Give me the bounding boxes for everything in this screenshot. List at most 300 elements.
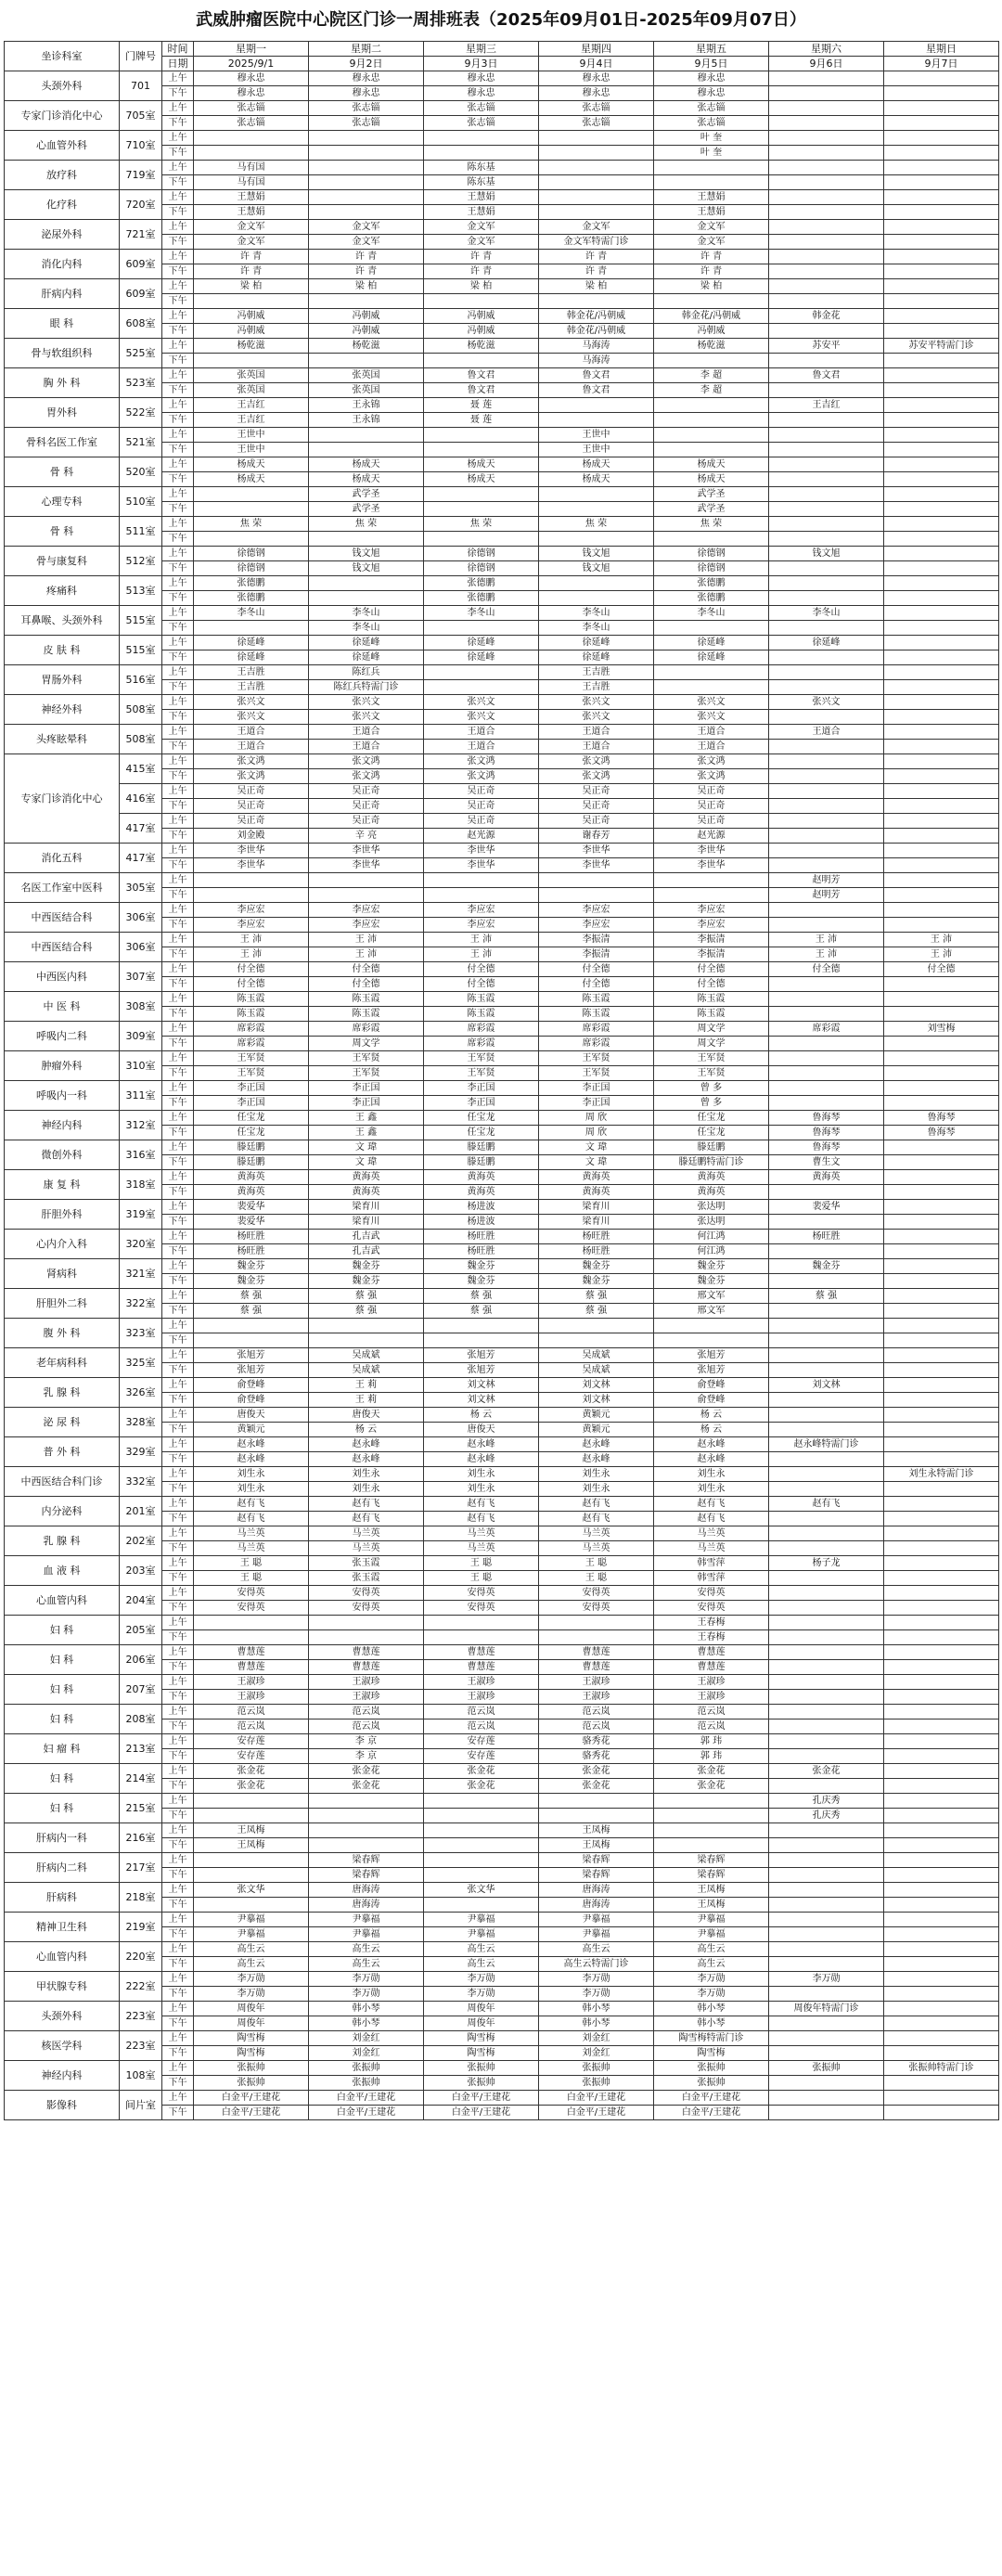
time-slot: 上午 [162, 754, 194, 769]
room-number: 319室 [120, 1200, 162, 1230]
doctor-cell: 杨成天 [309, 457, 424, 472]
doctor-cell [769, 1081, 884, 1096]
time-slot: 上午 [162, 1378, 194, 1393]
time-slot: 上午 [162, 1259, 194, 1274]
doctor-cell [769, 2031, 884, 2046]
room-number: 508室 [120, 695, 162, 725]
time-slot: 下午 [162, 591, 194, 606]
doctor-cell [884, 1987, 999, 2002]
dept-name: 胃外科 [5, 398, 120, 428]
doctor-cell: 陶雪梅特需门诊 [654, 2031, 769, 2046]
doctor-cell: 杨成天 [309, 472, 424, 487]
doctor-cell [424, 146, 539, 161]
doctor-cell [884, 2046, 999, 2061]
doctor-cell: 鲁文君 [424, 383, 539, 398]
doctor-cell [884, 680, 999, 695]
doctor-cell [769, 754, 884, 769]
doctor-cell [769, 472, 884, 487]
room-number: 608室 [120, 309, 162, 339]
doctor-cell [769, 1319, 884, 1333]
doctor-cell: 范云岚 [539, 1705, 654, 1719]
doctor-cell: 张旭芳 [424, 1348, 539, 1363]
doctor-cell: 金文军 [194, 220, 309, 235]
doctor-cell: 梁育川 [309, 1215, 424, 1230]
time-slot: 下午 [162, 1452, 194, 1467]
doctor-cell: 曹慧莲 [194, 1660, 309, 1675]
dept-name: 骨 科 [5, 517, 120, 547]
doctor-cell: 徐延峰 [539, 636, 654, 650]
doctor-cell: 王淑珍 [539, 1690, 654, 1705]
doctor-cell: 魏金芬 [424, 1259, 539, 1274]
time-slot: 上午 [162, 1645, 194, 1660]
doctor-cell: 唐海涛 [309, 1883, 424, 1898]
doctor-cell [539, 502, 654, 517]
doctor-cell: 王 聪 [424, 1571, 539, 1586]
doctor-cell [884, 190, 999, 205]
time-slot: 上午 [162, 1081, 194, 1096]
doctor-cell: 陈玉霞 [424, 992, 539, 1007]
doctor-cell [654, 1823, 769, 1838]
time-slot: 上午 [162, 1705, 194, 1719]
doctor-cell [424, 680, 539, 695]
doctor-cell [884, 1037, 999, 1051]
doctor-cell: 王淑珍 [309, 1675, 424, 1690]
doctor-cell [769, 799, 884, 814]
doctor-cell [884, 1081, 999, 1096]
doctor-cell [769, 383, 884, 398]
doctor-cell: 徐延峰 [309, 636, 424, 650]
doctor-cell: 付全德 [654, 977, 769, 992]
time-slot: 下午 [162, 947, 194, 962]
doctor-cell [769, 1675, 884, 1690]
doctor-cell [884, 1437, 999, 1452]
doctor-cell: 张金花 [424, 1779, 539, 1794]
doctor-cell: 张金花 [194, 1764, 309, 1779]
doctor-cell [769, 918, 884, 933]
time-slot: 下午 [162, 502, 194, 517]
doctor-cell: 刘文林 [769, 1378, 884, 1393]
doctor-cell [769, 250, 884, 264]
doctor-cell: 王慧娟 [194, 190, 309, 205]
doctor-cell: 李正国 [539, 1096, 654, 1111]
doctor-cell: 滕廷鹏 [654, 1140, 769, 1155]
doctor-cell [884, 428, 999, 443]
doctor-cell [769, 1467, 884, 1482]
doctor-cell: 白金平/王建花 [309, 2091, 424, 2106]
doctor-cell [769, 413, 884, 428]
doctor-cell: 王慧娟 [424, 190, 539, 205]
doctor-cell: 王淑珍 [194, 1675, 309, 1690]
room-number: 305室 [120, 873, 162, 903]
doctor-cell: 骆秀花 [539, 1734, 654, 1749]
time-slot: 下午 [162, 354, 194, 368]
doctor-cell [884, 1274, 999, 1289]
doctor-cell: 金文军 [424, 235, 539, 250]
doctor-cell: 张文鸿 [424, 754, 539, 769]
doctor-cell: 李世华 [194, 858, 309, 873]
doctor-cell: 杨旺胜 [539, 1244, 654, 1259]
schedule-row [5, 962, 999, 977]
doctor-cell: 李冬山 [769, 606, 884, 621]
doctor-cell: 王军贤 [194, 1066, 309, 1081]
doctor-cell: 付全德 [769, 962, 884, 977]
dept-name: 血 液 科 [5, 1556, 120, 1586]
doctor-cell: 黄颖元 [194, 1423, 309, 1437]
doctor-cell: 黄海英 [424, 1185, 539, 1200]
doctor-cell: 张兴文 [309, 695, 424, 710]
dept-name: 肿瘤外科 [5, 1051, 120, 1081]
doctor-cell [884, 1705, 999, 1719]
doctor-cell [884, 576, 999, 591]
doctor-cell [539, 190, 654, 205]
room-number: 609室 [120, 279, 162, 309]
doctor-cell [884, 1823, 999, 1838]
doctor-cell [884, 131, 999, 146]
doctor-cell: 金文军 [194, 235, 309, 250]
room-number: 203室 [120, 1556, 162, 1586]
doctor-cell [884, 383, 999, 398]
doctor-cell: 金文军 [654, 220, 769, 235]
doctor-cell: 武学圣 [654, 502, 769, 517]
doctor-cell [769, 1823, 884, 1838]
schedule-row [5, 1259, 999, 1274]
doctor-cell: 马兰英 [539, 1541, 654, 1556]
doctor-cell: 李正国 [309, 1096, 424, 1111]
doctor-cell: 张金花 [654, 1764, 769, 1779]
doctor-cell [769, 1868, 884, 1883]
doctor-cell: 李应宏 [539, 903, 654, 918]
doctor-cell: 刘文林 [424, 1378, 539, 1393]
doctor-cell: 赵永峰 [194, 1452, 309, 1467]
doctor-cell: 俞登峰 [194, 1393, 309, 1408]
doctor-cell [194, 1853, 309, 1868]
doctor-cell: 杨 云 [309, 1423, 424, 1437]
doctor-cell: 刘生永 [654, 1467, 769, 1482]
doctor-cell: 王世中 [194, 443, 309, 457]
doctor-cell: 赵有飞 [654, 1497, 769, 1512]
doctor-cell: 冯朝威 [654, 324, 769, 339]
room-header: 门牌号 [120, 42, 162, 71]
doctor-cell [884, 443, 999, 457]
dept-name: 肾病科 [5, 1259, 120, 1289]
doctor-cell: 王慧娟 [654, 205, 769, 220]
doctor-cell [769, 1185, 884, 1200]
schedule-row [5, 547, 999, 561]
time-slot: 上午 [162, 1526, 194, 1541]
doctor-cell [424, 354, 539, 368]
doctor-cell [884, 754, 999, 769]
doctor-cell: 李正国 [424, 1081, 539, 1096]
doctor-cell: 王军贤 [309, 1066, 424, 1081]
doctor-cell: 付全德 [884, 962, 999, 977]
dept-name: 甲状腺专科 [5, 1972, 120, 2002]
doctor-cell [424, 665, 539, 680]
doctor-cell: 付全德 [539, 962, 654, 977]
doctor-cell: 徐延峰 [769, 636, 884, 650]
doctor-cell [884, 1319, 999, 1333]
doctor-cell: 王道合 [654, 740, 769, 754]
doctor-cell: 赵永峰 [309, 1437, 424, 1452]
doctor-cell: 韩金花/冯朝威 [654, 309, 769, 324]
doctor-cell [884, 1333, 999, 1348]
doctor-cell: 俞登峰 [194, 1378, 309, 1393]
doctor-cell [654, 680, 769, 695]
doctor-cell: 王世中 [539, 428, 654, 443]
doctor-cell: 刘生永 [194, 1467, 309, 1482]
doctor-cell: 邢文军 [654, 1304, 769, 1319]
doctor-cell [884, 1838, 999, 1853]
schedule-row [5, 873, 999, 888]
doctor-cell: 吴正奇 [654, 784, 769, 799]
date-header: 9月7日 [884, 57, 999, 71]
doctor-cell: 吴正奇 [194, 799, 309, 814]
doctor-cell [769, 1244, 884, 1259]
doctor-cell: 杨成天 [424, 472, 539, 487]
dept-name: 神经内科 [5, 2061, 120, 2091]
room-number: 306室 [120, 933, 162, 962]
doctor-cell: 黄海英 [424, 1170, 539, 1185]
doctor-cell: 赵有飞 [424, 1497, 539, 1512]
doctor-cell [884, 2031, 999, 2046]
time-slot: 上午 [162, 814, 194, 829]
time-slot: 下午 [162, 1690, 194, 1705]
schedule-row [5, 2061, 999, 2076]
doctor-cell [194, 1794, 309, 1809]
doctor-cell: 韩金花/冯朝威 [539, 309, 654, 324]
doctor-cell: 李世华 [309, 844, 424, 858]
time-slot: 下午 [162, 1957, 194, 1972]
doctor-cell: 吴正奇 [309, 799, 424, 814]
doctor-cell: 白金平/王建花 [194, 2091, 309, 2106]
time-slot: 上午 [162, 1408, 194, 1423]
doctor-cell: 许 青 [654, 250, 769, 264]
doctor-cell: 焦 荣 [539, 517, 654, 532]
doctor-cell: 黄颖元 [539, 1408, 654, 1423]
doctor-cell: 蔡 强 [309, 1289, 424, 1304]
doctor-cell: 穆永忠 [309, 71, 424, 86]
doctor-cell: 杨乾滋 [194, 339, 309, 354]
doctor-cell [424, 428, 539, 443]
time-slot: 下午 [162, 443, 194, 457]
date-header: 2025/9/1 [194, 57, 309, 71]
time-slot: 下午 [162, 888, 194, 903]
doctor-cell [884, 1170, 999, 1185]
doctor-cell: 吴正奇 [424, 799, 539, 814]
doctor-cell: 徐德钢 [424, 547, 539, 561]
doctor-cell [424, 443, 539, 457]
doctor-cell [884, 1051, 999, 1066]
doctor-cell: 张德鹏 [424, 576, 539, 591]
dept-name: 中西医结合科 [5, 933, 120, 962]
time-header: 时间 [162, 42, 194, 57]
doctor-cell: 李万勋 [654, 1972, 769, 1987]
doctor-cell: 穆永忠 [194, 86, 309, 101]
doctor-cell: 陶雪梅 [654, 2046, 769, 2061]
doctor-cell: 付全德 [539, 977, 654, 992]
doctor-cell: 陈东基 [424, 161, 539, 175]
doctor-cell: 蔡 强 [194, 1304, 309, 1319]
doctor-cell [884, 665, 999, 680]
doctor-cell: 焦 荣 [194, 517, 309, 532]
schedule-row [5, 1764, 999, 1779]
time-slot: 下午 [162, 472, 194, 487]
room-number: 701 [120, 71, 162, 101]
doctor-cell: 王凤梅 [194, 1838, 309, 1853]
doctor-cell [769, 235, 884, 250]
doctor-cell: 张英国 [309, 383, 424, 398]
doctor-cell [769, 1393, 884, 1408]
time-slot: 上午 [162, 547, 194, 561]
doctor-cell [194, 1898, 309, 1913]
time-slot: 上午 [162, 457, 194, 472]
time-slot: 上午 [162, 2031, 194, 2046]
doctor-cell: 席彩霞 [424, 1037, 539, 1051]
doctor-cell: 陈玉霞 [539, 1007, 654, 1022]
time-slot: 上午 [162, 1586, 194, 1601]
doctor-cell: 赵永峰 [654, 1452, 769, 1467]
doctor-cell [884, 264, 999, 279]
time-slot: 上午 [162, 1913, 194, 1927]
doctor-cell [769, 1913, 884, 1927]
doctor-cell: 张志锱 [309, 101, 424, 116]
doctor-cell [884, 1378, 999, 1393]
doctor-cell [539, 1616, 654, 1630]
doctor-cell [769, 740, 884, 754]
doctor-cell [769, 1037, 884, 1051]
doctor-cell [884, 1393, 999, 1408]
doctor-cell [884, 1556, 999, 1571]
doctor-cell [884, 1942, 999, 1957]
doctor-cell: 赵永峰 [539, 1452, 654, 1467]
room-number: 218室 [120, 1883, 162, 1913]
doctor-cell [884, 1408, 999, 1423]
doctor-cell: 李万勋 [769, 1972, 884, 1987]
schedule-row [5, 368, 999, 383]
doctor-cell [884, 1155, 999, 1170]
schedule-row [5, 695, 999, 710]
doctor-cell: 张振帅 [654, 2076, 769, 2091]
time-slot: 下午 [162, 2106, 194, 2120]
doctor-cell: 尹摹福 [539, 1927, 654, 1942]
time-slot: 下午 [162, 1987, 194, 2002]
doctor-cell: 吴成斌 [309, 1363, 424, 1378]
time-slot: 下午 [162, 829, 194, 844]
doctor-cell [309, 354, 424, 368]
doctor-cell: 王军贤 [194, 1051, 309, 1066]
doctor-cell [884, 250, 999, 264]
room-number: 719室 [120, 161, 162, 190]
doctor-cell [769, 621, 884, 636]
doctor-cell: 刘生永 [309, 1467, 424, 1482]
doctor-cell [654, 888, 769, 903]
doctor-cell: 刘金殿 [194, 829, 309, 844]
dept-name: 心血管外科 [5, 131, 120, 161]
doctor-cell: 白金平/王建花 [194, 2106, 309, 2120]
doctor-cell: 白金平/王建花 [654, 2091, 769, 2106]
doctor-cell [884, 1719, 999, 1734]
doctor-cell: 张振帅 [194, 2061, 309, 2076]
time-slot: 下午 [162, 205, 194, 220]
schedule-row [5, 339, 999, 354]
doctor-cell [309, 190, 424, 205]
room-number: 325室 [120, 1348, 162, 1378]
doctor-cell: 冯朝威 [194, 309, 309, 324]
doctor-cell: 王吉胜 [539, 680, 654, 695]
doctor-cell: 俞登峰 [654, 1393, 769, 1408]
room-number: 417室 [120, 814, 162, 844]
doctor-cell [884, 398, 999, 413]
doctor-cell [884, 873, 999, 888]
doctor-cell [884, 1423, 999, 1437]
dept-header: 坐诊科室 [5, 42, 120, 71]
doctor-cell [884, 1586, 999, 1601]
dept-name: 精神卫生科 [5, 1913, 120, 1942]
time-slot: 下午 [162, 1898, 194, 1913]
time-slot: 下午 [162, 769, 194, 784]
doctor-cell [424, 502, 539, 517]
dept-name: 疼痛科 [5, 576, 120, 606]
time-slot: 上午 [162, 101, 194, 116]
time-slot: 上午 [162, 2002, 194, 2016]
room-number: 219室 [120, 1913, 162, 1942]
doctor-cell: 徐延峰 [654, 650, 769, 665]
time-slot: 上午 [162, 1883, 194, 1898]
room-number: 321室 [120, 1259, 162, 1289]
doctor-cell: 张旭芳 [424, 1363, 539, 1378]
schedule-row [5, 428, 999, 443]
doctor-cell: 陈红兵 [309, 665, 424, 680]
doctor-cell [884, 547, 999, 561]
doctor-cell: 黄海英 [309, 1170, 424, 1185]
time-slot: 下午 [162, 383, 194, 398]
doctor-cell: 何江鸿 [654, 1230, 769, 1244]
doctor-cell [539, 532, 654, 547]
doctor-cell: 曹慧莲 [309, 1645, 424, 1660]
doctor-cell [884, 561, 999, 576]
schedule-row [5, 2031, 999, 2046]
time-slot: 下午 [162, 1037, 194, 1051]
doctor-cell [769, 1423, 884, 1437]
doctor-cell [884, 1927, 999, 1942]
doctor-cell: 陈东基 [424, 175, 539, 190]
doctor-cell [769, 116, 884, 131]
doctor-cell: 尹摹福 [654, 1927, 769, 1942]
doctor-cell: 文 瑋 [309, 1140, 424, 1155]
time-slot: 上午 [162, 1794, 194, 1809]
doctor-cell [884, 710, 999, 725]
doctor-cell [884, 1898, 999, 1913]
time-slot: 下午 [162, 2016, 194, 2031]
time-slot: 上午 [162, 1467, 194, 1482]
dept-name: 头颈外科 [5, 2002, 120, 2031]
doctor-cell: 王 聪 [539, 1556, 654, 1571]
doctor-cell: 滕廷鹏特需门诊 [654, 1155, 769, 1170]
doctor-cell [769, 1660, 884, 1675]
doctor-cell [424, 873, 539, 888]
doctor-cell: 徐延峰 [424, 650, 539, 665]
doctor-cell [769, 532, 884, 547]
doctor-cell: 张振帅 [424, 2076, 539, 2091]
doctor-cell: 刘文林 [424, 1393, 539, 1408]
doctor-cell [769, 1333, 884, 1348]
schedule-row [5, 1942, 999, 1957]
doctor-cell [769, 1007, 884, 1022]
room-number: 207室 [120, 1675, 162, 1705]
doctor-cell: 范云岚 [654, 1705, 769, 1719]
doctor-cell: 武学圣 [654, 487, 769, 502]
dept-name: 影像科 [5, 2091, 120, 2120]
doctor-cell: 王永锦 [309, 398, 424, 413]
